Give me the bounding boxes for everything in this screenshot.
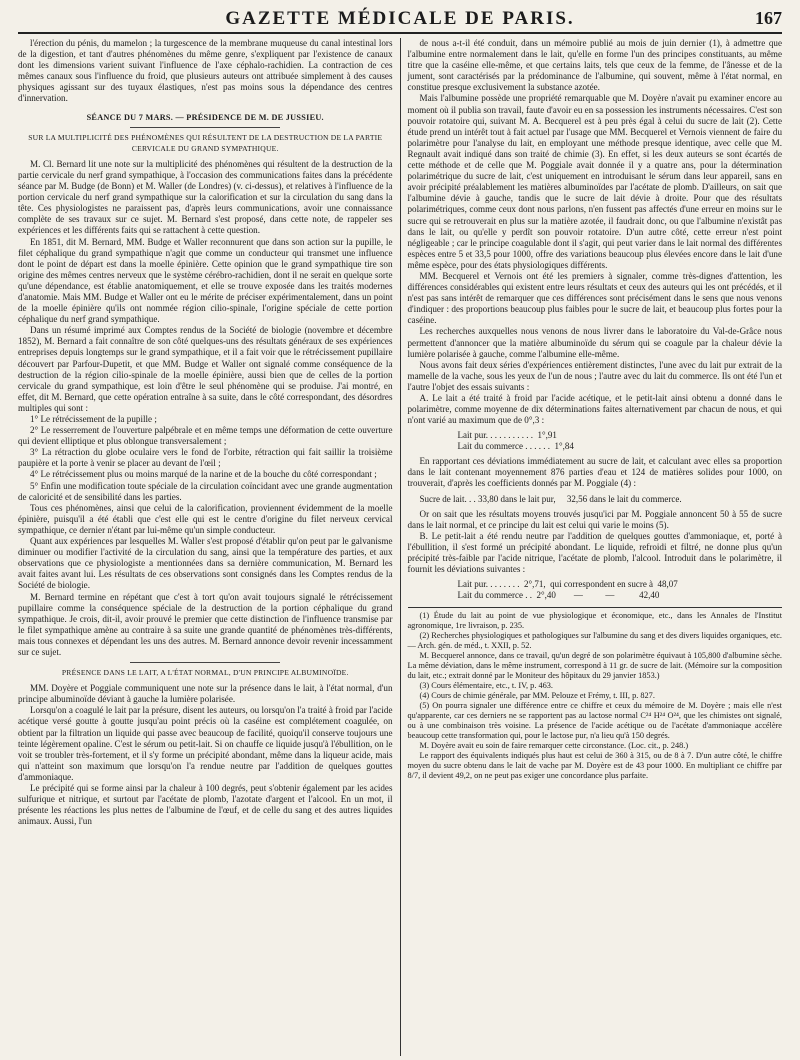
masthead (18, 8, 782, 34)
divider (130, 662, 280, 663)
paragraph: M. Bernard termine en répétant que c'est à tort qu'on avait toujours signalé le rétrécissement pupillaire comme la conséquence spéciale de la destruction de la portion céphalique du grand sympathique. Je crois, dit-il, avoir prouvé le premier que cette distinction de l'influence transmise par le filet sympathique amène au contraire à sa suite une grande quantité de phénomènes très-différents, mais tous connexes et dépendant les uns des autres. M. Bernard annonce devoir revenir incessamment sur ce sujet. (18, 591, 393, 657)
list-item: 3° La rétraction du globe oculaire vers le fond de l'orbite, rétraction qui fait saillir la troisième paupière et la porte à venir se placer au devant de l'œil ; (18, 447, 393, 469)
intro-paragraph: l'érection du pénis, du mamelon ; la turgescence de la membrane muqueuse du canal intestinal lors de la digestion, et tant d'autres phénomènes du même genre, s'expliquent par l'existence de canaux dont les dimensions varient suivant l'influence de l'axe céphalo-rachidien. La contraction de ces mêmes canaux sous l'influence du froid, que plusieurs auteurs ont attribuée simplement à des causes physiques agissant sur des tuyaux élastiques, n'est pas moins sous la dépendance des centres d'innervation. (18, 38, 393, 104)
footnote: (4) Cours de chimie générale, par MM. Pelouze et Frémy, t. III, p. 827. (419, 691, 655, 701)
paragraph: Nous avons fait deux séries d'expériences entièrement distinctes, l'une avec du lait pur extrait de la mamelle de la vache, sous les yeux de l'un de nous ; l'autre avec du lait du commerce. Ils ont été l'un et l'autre l'objet des essais suivants : (407, 359, 782, 392)
footnote: (3) Cours élémentaire, etc., t. IV, p. 463. (419, 681, 553, 691)
paragraph: B. Le petit-lait a été rendu neutre par l'addition de quelques gouttes d'ammoniaque, et, porté à l'ébullition, il s'est formé un précipité abondant. Le liquide, refroidi et filtré, ne donne plus qu'un précipité très-faible par l'acide nitrique, l'acétate de plomb, l'alcool. Introduit dans le polarimètre, il fournit les déviations suivantes : (407, 530, 782, 575)
footnote: Le rapport des équivalents indiqués plus haut est celui de 360 à 315, ou de 8 à 7. D'un autre côté, le chiffre moyen du sucre obtenu dans le lait de vache par M. Doyère est de 43 pour 1000. En multipliant ce chiffre par 8/7, il devient 49,2, on ne peut pas exiger une concordance plus parfaite. (407, 751, 782, 781)
divider (130, 127, 280, 128)
phenomena-list (18, 414, 393, 503)
paragraph: Tous ces phénomènes, ainsi que celui de la calorification, proviennent évidemment de la moelle épinière, puisqu'il a été établi que c'est elle qui est le centre d'origine du filet nerveux cervical sympathique, ce dernier n'étant par lui-même qu'un simple conducteur. (18, 502, 393, 535)
table-row: Lait du commerce . . 2°,40 — — 42,40 (457, 590, 660, 601)
paragraph: M. Cl. Bernard lit une note sur la multiplicité des phénomènes qui résultent de la destruction de la partie cervicale du nerf grand sympathique, à l'occasion des communications faites dans la précédente séance par M. Budge (de Bonn) et M. Waller (de Londres) (v. ci-dessus), et relatives à l'influence de la portion cervicale du nerf grand sympathique sur la calorification et sur la circulation du sang dans la tête. Ces physiologistes ne paraissent pas, d'après leurs communications, avoir une connaissance complète de ses travaux sur ce sujet. M. Bernard s'est proposé, dans cette note, de rappeler ses expériences et les différents faits qui se rattachent à cette question. (18, 158, 393, 236)
footnote: (5) On pourra signaler une différence entre ce chiffre et ceux du mémoire de M. Doyère ; mais elle n'est qu'apparente, car ces derniers ne se rapportent pas au lactose normal C²⁴ H²⁴ O²⁴, que les chimistes ont signalé, ou à une combinaison très voisine. La présence de l'acide acétique ou de l'acétate d'ammoniaque accélère beaucoup cette transformation qui, pour le lactose pur, n'a lieu qu'à 150 degrés. (407, 701, 782, 741)
table-row: Lait pur. . . . . . . . 2°,71, qui correspondent en sucre à 48,07 (457, 579, 678, 590)
paragraph: Les recherches auxquelles nous venons de nous livrer dans le laboratoire du Val-de-Grâce nous permettent d'annoncer que la matière albuminoïde du sérum qui se coagule par la chaleur dévie la lumière polarisée à gauche, comme l'albumine elle-même. (407, 326, 782, 359)
list-item: 4° Le rétrécissement plus ou moins marqué de la narine et de la bouche du côté correspondant ; (30, 469, 377, 480)
deviation-table-a (458, 430, 783, 452)
article-heading-sympathique: SUR LA MULTIPLICITÉ DES PHÉNOMÈNES QUI RÉSULTENT DE LA DESTRUCTION DE LA PARTIE CERVICALE DU GRAND SYMPATHIQUE. (28, 132, 383, 153)
seance-heading: SÉANCE DU 7 MARS. — PRÉSIDENCE DE M. DE JUSSIEU. (86, 112, 324, 122)
paragraph: Dans un résumé imprimé aux Comptes rendus de la Société de biologie (novembre et décembre 1852), M. Bernard a fait connaître de son côté quelques-uns des résultats généraux de ses expériences entreprises depuis longtemps sur le grand sympathique, et il a fait voir que le rétrécissement pupillaire découvert par Parfour-Dupetit, et que MM. Budge et Waller ont signalé comme conséquence de la destruction de la région cilio-spinale de la moelle épinière, aussi bien que de celles de la portion cervicale du grand sympathique, est loin d'être le seul phénomène qui se produise. J'ai montré, en effet, dit M. Bernard, que cette opération entraîne à sa suite, dans le côté correspondant, des désordres multiples qui sont : (18, 325, 393, 413)
paragraph: Le précipité qui se forme ainsi par la chaleur à 100 degrés, peut s'obtenir également par les acides sulfurique et nitrique, et surtout par l'acétate de plomb, l'azotate d'argent et l'alcool. En un mot, il présente les réactions les plus nettes de l'albumine de l'œuf, et de celle du sang et des autres liquides animaux. Aussi, l'un (18, 783, 393, 827)
paragraph: En rapportant ces déviations immédiatement au sucre de lait, et calculant avec elles sa proportion dans le lait contenant moyennement 876 parties d'eau et 124 de matières solides pour 1000, on trouverait, d'après les coefficients donnés par M. Poggiale (4) : (407, 456, 782, 489)
paragraph: Lorsqu'on a coagulé le lait par la présure, disent les auteurs, ou lorsqu'on l'a traité à froid par l'acide acétique versé goutte à goutte jusqu'au point précis où la caséine est complétement coagulée, on obtient par la filtration un liquide qui passe avec beaucoup de facilité, quoiqu'il conserve toujours une teinte légèrement opaline. C'est le sérum ou petit-lait. Si on chauffe ce liquide jusqu'à l'ébullition, on le voit se troubler très-fortement, et il s'y forme un précipité abondant, même dans la liqueur acide, mais qui n'atteint son maximum que lorsqu'on l'a rendue neutre par l'addition de quelques gouttes d'ammoniaque. (18, 705, 393, 782)
journal-title: GAZETTE MÉDICALE DE PARIS. (225, 8, 575, 29)
list-item: 1° Le rétrécissement de la pupille ; (30, 414, 157, 424)
deviation-table-b (458, 579, 783, 601)
article-heading-albumine: PRÉSENCE DANS LE LAIT, A L'ÉTAT NORMAL, D'UN PRINCIPE ALBUMINOÏDE. (61, 668, 349, 678)
paragraph: MM. Becquerel et Vernois ont été les premiers à signaler, comme très-dignes d'attention, les différences considérables qui existent entre leurs résultats et ceux des auteurs qui les ont précédés, et il n'est pas sans intérêt de remarquer que ces différences sont précisément dans le sens que nous venons d'indiquer : des proportions beaucoup plus faibles pour le sucre de lait, et beaucoup plus fortes pour la caséine. (407, 270, 782, 326)
paragraph: MM. Doyère et Poggiale communiquent une note sur la présence dans le lait, à l'état normal, d'un principe albuminoïde déviant à gauche la lumière polarisée. (18, 683, 393, 705)
footnote: (1) Étude du lait au point de vue physiologique et économique, etc., dans les Annales de l'Institut agronomique, 1re livraison, p. 235. (407, 611, 782, 631)
right-column (401, 38, 783, 1056)
columns (18, 38, 782, 1056)
left-column (18, 38, 400, 1056)
paragraph: Or on sait que les résultats moyens trouvés jusqu'ici par M. Poggiale annoncent 50 à 55 de sucre dans le lait normal, et ce principe du lait est celui qui varie le moins (5). (407, 508, 782, 530)
paragraph: En 1851, dit M. Bernard, MM. Budge et Waller reconnurent que dans son action sur la pupille, le filet céphalique du grand sympathique n'agit que comme un conducteur qui transmet une influence dont le point de départ est dans la moelle épinière. Cette opinion que le grand sympathique tire son origine des mêmes centres nerveux que le système cérébro-rachidien, dont il ne serait en quelque sorte qu'une dépendance, est établie anatomiquement, et elle se trouve exposée dans les traités modernes d'anatomie. Mais MM. Budge et Waller ont eu le mérite de préciser expérimentalement, dans un point de la moelle épinière qu'ils ont nommée région cilio-spinale, l'origine spéciale de cette portion céphalique du nerf grand sympathique. (18, 236, 393, 325)
footnote: M. Becquerel annonce, dans ce travail, qu'un degré de son polarimètre équivaut à 105,800 d'albumine sèche. La même déviation, dans le même instrument, correspond à 11 gr. de sucre de lait. (Mémoire sur la composition du lait, etc.; extrait donné par le Moniteur des hôpitaux du 29 janvier 1853.) (407, 651, 782, 681)
footnote: M. Doyère avait eu soin de faire remarquer cette circonstance. (Loc. cit., p. 248.) (419, 741, 689, 751)
paragraph: Quant aux expériences par lesquelles M. Waller s'est proposé d'établir qu'on peut par le galvanisme diminuer ou modifier l'activité de la circulation du sang, ainsi que la température des parties, et aux observations que ce physiologiste a mentionnées dans sa dernière communication, M. Bernard les avait faites avant lui. Les résultats de ces observations sont consignés dans les Comptes rendus de la Société de biologie. (18, 536, 393, 591)
list-item: 5° Enfin une modification toute spéciale de la circulation coïncidant avec une grande augmentation de caloricité et de sensibilité dans les parties. (18, 480, 393, 502)
table-row: Lait pur. . . . . . . . . . . 1°,91 (457, 430, 557, 441)
table-row: Lait du commerce . . . . . . 1°,84 (457, 441, 574, 452)
footnotes (408, 607, 783, 781)
paragraph: A. Le lait a été traité à froid par l'acide acétique, et le petit-lait ainsi obtenu a donné dans le polarimètre, comme moyenne de dix déterminations faites alternativement par chacun de nous, et qui n'ont varié au maximum que de 0°,3 : (407, 393, 782, 426)
footnote: (2) Recherches physiologiques et pathologiques sur l'albumine du sang et des divers liquides organiques, etc. — Arch. gén. de méd., t. XXII, p. 52. (407, 631, 782, 651)
paragraph: Mais l'albumine possède une propriété remarquable que M. Doyère n'avait pu examiner encore au moment où il publia son travail, faute d'avoir eu en sa possession les instruments nécessaires. C'est son pouvoir rotatoire qui, suivant M. A. Becquerel est à peu près égal à celui du sucre de lait (2). Cette étude prend un intérêt tout à fait actuel par l'usage que MM. Becquerel et Vernois viennent de faire du polarimètre pour l'analyse du lait, en employant une méthode presque identique, avec celle que M. Regnault avait indiqué dans son traité de chimie (3). En effet, si les deux auteurs se sont écartés de cette méthode et de celle que M. Poggiale avait donnée il y a quatre ans, pour la détermination polarimétrique du sucre de lait, c'est uniquement en introduisant le sérum dans leur appareil, sans en avoir précipité préalablement les matières albuminoïdes par l'acétate de plomb. D'ailleurs, on sait que l'albumine dévie à gauche, tandis que le sucre de lait dévie à droite. Pour que des résultats polarimétriques, comme ceux dont nous parlons, n'en fussent pas affectés d'une erreur en moins sur le sucre qui se retrouverait en plus sur la matière azotée, il faudrait donc, ou que l'albumine n'existât pas dans le lait, ou qu'elle y perdît son pouvoir rotatoire. D'un autre côté, cette erreur n'est point négligeable ; car le principe coagulable dont il s'agit, qui peut varier dans le lait normal des différentes espèces entre 5 et 33,5 pour 1000, offre des variations beaucoup plus élevées encore dans le lait d'une même espèce, pour des états physiologiques différents. (407, 93, 782, 270)
paragraph: de nous a-t-il été conduit, dans un mémoire publié au mois de juin dernier (1), à admettre que l'albumine entre normalement dans le lait, qu'elle en forme l'un des principes constituants, au même titre que la caséine elle-même, et que certains laits, tels que ceux de la femme, de l'ânesse et de la jument, sont caractérisés par la prédominance de l'albumine, qui souvent, même à l'état normal, en constitue presque exclusivement la substance azotée. (407, 38, 782, 93)
page-number: 167 (755, 8, 782, 28)
list-item: 2° Le resserrement de l'ouverture palpébrale et en même temps une déformation de cette ouverture qui devient elliptique et plus oblongue transversalement ; (18, 425, 393, 447)
sugar-line: Sucre de lait. . . 33,80 dans le lait pur, 32,56 dans le lait du commerce. (419, 493, 682, 504)
